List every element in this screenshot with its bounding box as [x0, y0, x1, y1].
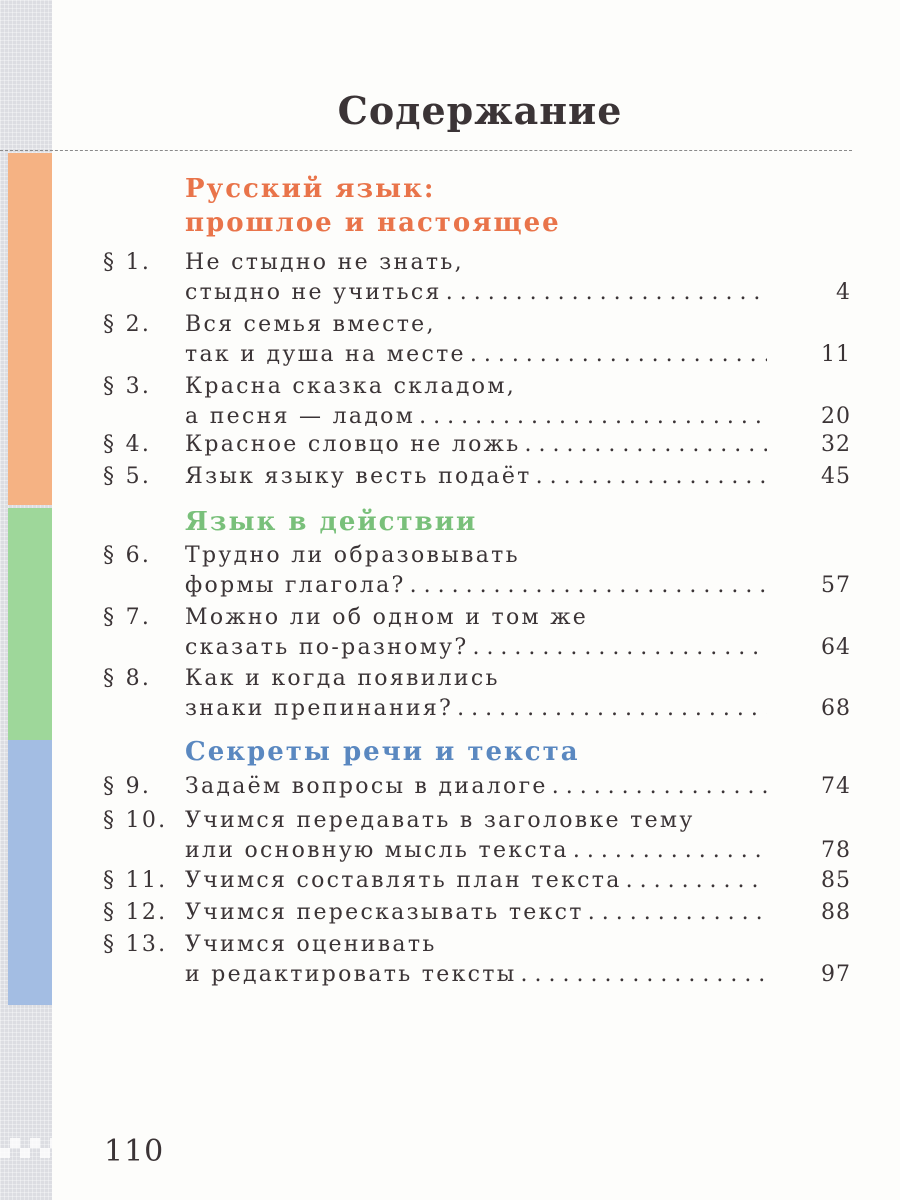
- dot-leader: [470, 340, 767, 370]
- dot-leader: [419, 402, 767, 432]
- section-heading-line: Секреты речи и текста: [185, 737, 580, 767]
- entry-title: [185, 541, 851, 601]
- entry-title: [185, 664, 851, 724]
- paragraph-number: § 3.: [103, 374, 152, 399]
- dot-leader: [626, 866, 767, 896]
- entry-title-line: знаки препинания?: [185, 696, 454, 721]
- entry-title-line: Учимся передавать в заголовке тему: [185, 808, 695, 833]
- entry-title: [185, 930, 851, 990]
- paragraph-number: § 10.: [103, 808, 168, 833]
- toc-entry[interactable]: [103, 248, 851, 308]
- entry-last-line: [185, 898, 851, 928]
- paragraph-number: § 1.: [103, 250, 152, 275]
- entry-title-line: Учимся составлять план текста: [185, 868, 622, 893]
- entry-title-line: и редактировать тексты: [185, 962, 517, 987]
- section-color-band-1: [8, 153, 52, 505]
- entry-last-line: [185, 278, 851, 308]
- section-heading: [185, 735, 580, 769]
- entry-title-line: сказать по-разному?: [185, 635, 469, 660]
- toc-entry[interactable]: [103, 541, 851, 601]
- toc-entry[interactable]: [103, 772, 851, 802]
- entry-page-number: 68: [821, 696, 851, 721]
- entry-last-line: [185, 772, 851, 802]
- toc-entry[interactable]: [103, 866, 851, 896]
- dot-leader: [410, 571, 767, 601]
- entry-last-line: [185, 430, 851, 460]
- entry-page-number: 74: [821, 774, 851, 799]
- entry-last-line: [185, 960, 851, 990]
- entry-title-line: Не стыдно не знать,: [185, 250, 464, 275]
- paragraph-number: § 2.: [103, 312, 152, 337]
- section-heading-line: прошлое и настоящее: [185, 208, 561, 238]
- page-title: Содержание: [337, 88, 623, 133]
- entry-title: [185, 462, 851, 492]
- paragraph-number: § 8.: [103, 666, 152, 691]
- toc-entry[interactable]: [103, 430, 851, 460]
- entry-title: [185, 866, 851, 896]
- toc-entry[interactable]: [103, 930, 851, 990]
- entry-last-line: [185, 866, 851, 896]
- entry-title: [185, 372, 851, 432]
- entry-title-line: так и душа на месте: [185, 342, 466, 367]
- entry-page-number: 78: [821, 838, 851, 863]
- paragraph-number: § 9.: [103, 774, 152, 799]
- paragraph-number: § 4.: [103, 432, 152, 457]
- entry-title-line: стыдно не учиться: [185, 280, 442, 305]
- entry-page-number: 45: [821, 464, 851, 489]
- entry-last-line: [185, 694, 851, 724]
- entry-page-number: 88: [821, 900, 851, 925]
- paragraph-number: § 7.: [103, 605, 152, 630]
- entry-title-line: Как и когда появились: [185, 666, 500, 691]
- toc-entry[interactable]: [103, 898, 851, 928]
- entry-last-line: [185, 462, 851, 492]
- entry-title-line: Учимся оценивать: [185, 932, 437, 957]
- entry-title-line: Трудно ли образовывать: [185, 543, 520, 568]
- dot-leader: [588, 898, 767, 928]
- entry-title: [185, 248, 851, 308]
- entry-title-line: или основную мысль текста: [185, 838, 569, 863]
- entry-last-line: [185, 633, 851, 663]
- toc-entry[interactable]: [103, 664, 851, 724]
- entry-title-line: Задаём вопросы в диалоге: [185, 774, 548, 799]
- dot-leader: [573, 836, 767, 866]
- entry-page-number: 4: [836, 280, 851, 305]
- dot-leader: [457, 694, 767, 724]
- toc-entry[interactable]: [103, 372, 851, 432]
- paragraph-number: § 13.: [103, 932, 168, 957]
- entry-title: [185, 603, 851, 663]
- entry-title-line: формы глагола?: [185, 573, 406, 598]
- section-color-band-2: [8, 508, 52, 740]
- entry-page-number: 64: [821, 635, 851, 660]
- entry-title-line: Язык языку весть подаёт: [185, 464, 532, 489]
- entry-title: [185, 310, 851, 370]
- entry-title-line: Вся семья вместе,: [185, 312, 436, 337]
- dot-leader: [472, 633, 767, 663]
- dot-leader: [446, 278, 767, 308]
- entry-title-line: Можно ли об одном и том же: [185, 605, 589, 630]
- page-number: 110: [104, 1134, 165, 1169]
- entry-title: [185, 898, 851, 928]
- toc-entry[interactable]: [103, 806, 851, 866]
- title-divider: [0, 150, 852, 151]
- paragraph-number: § 5.: [103, 464, 152, 489]
- toc-entry[interactable]: [103, 310, 851, 370]
- entry-title: [185, 772, 851, 802]
- section-heading: [185, 172, 561, 240]
- entry-page-number: 20: [821, 404, 851, 429]
- entry-page-number: 32: [821, 432, 851, 457]
- toc-entry[interactable]: [103, 603, 851, 663]
- entry-last-line: [185, 836, 851, 866]
- dot-leader: [552, 772, 767, 802]
- section-color-band-3: [8, 740, 52, 1005]
- entry-title: [185, 430, 851, 460]
- section-heading-line: Русский язык:: [185, 174, 436, 204]
- entry-title-line: Красна сказка складом,: [185, 374, 517, 399]
- entry-last-line: [185, 340, 851, 370]
- entry-last-line: [185, 402, 851, 432]
- entry-title: [185, 806, 851, 866]
- entry-page-number: 85: [821, 868, 851, 893]
- entry-title-line: Красное словцо не ложь: [185, 432, 521, 457]
- paragraph-number: § 6.: [103, 543, 152, 568]
- entry-last-line: [185, 571, 851, 601]
- toc-entry[interactable]: [103, 462, 851, 492]
- entry-page-number: 57: [821, 573, 851, 598]
- dot-leader: [525, 430, 768, 460]
- section-heading: [185, 505, 477, 539]
- entry-title-line: Учимся пересказывать текст: [185, 900, 584, 925]
- entry-page-number: 97: [821, 962, 851, 987]
- dot-leader: [521, 960, 767, 990]
- section-heading-line: Язык в действии: [185, 507, 478, 537]
- dot-leader: [536, 462, 767, 492]
- entry-title-line: а песня — ладом: [185, 404, 416, 429]
- paragraph-number: § 11.: [103, 868, 168, 893]
- diamond-ornament: [0, 1138, 52, 1158]
- entry-page-number: 11: [821, 342, 851, 367]
- paragraph-number: § 12.: [103, 900, 168, 925]
